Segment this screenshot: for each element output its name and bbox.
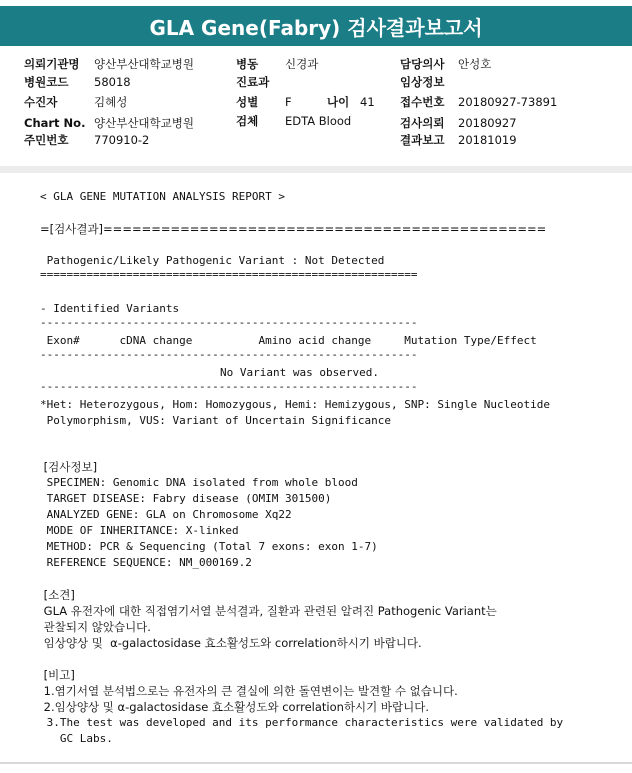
result-section-header: =[검사결과]============================================== xyxy=(40,222,547,236)
patient-value: 김혜성 xyxy=(94,95,128,109)
dash-rule-top: --------------------------------------------------------- xyxy=(40,316,418,329)
opinion-line-2: 관찰되지 않았습니다. xyxy=(40,620,151,634)
reported-label: 결과보고 xyxy=(400,133,445,147)
report-heading: < GLA GENE MUTATION ANALYSIS REPORT > xyxy=(40,190,286,203)
hospital-code-label: 병원코드 xyxy=(24,75,69,89)
age-value: 41 xyxy=(360,95,375,109)
patient-label: 수진자 xyxy=(24,95,58,109)
opinion-line-1: GLA 유전자에 대한 직접염기서열 분석결과, 질환과 관련된 알려진 Pathogenic Variant는 xyxy=(40,604,497,618)
remarks-header: [비고] xyxy=(40,668,75,682)
footer-divider xyxy=(0,762,632,764)
age-label: 나이 xyxy=(327,95,350,109)
test-info-method: METHOD: PCR & Sequencing (Total 7 exons: exon 1-7) xyxy=(40,540,378,553)
pathogenic-variant-result: Pathogenic/Likely Pathogenic Variant : Not Detected xyxy=(40,254,385,267)
institution-label: 의뢰기관명 xyxy=(24,57,80,71)
chart-label: Chart No. xyxy=(24,116,86,130)
sex-label: 성별 xyxy=(236,95,259,109)
dash-rule-bottom: --------------------------------------------------------- xyxy=(40,380,418,393)
rrn-label: 주민번호 xyxy=(24,133,69,147)
opinion-header: [소견] xyxy=(40,588,75,602)
header-divider xyxy=(0,166,632,173)
requested-value: 20180927 xyxy=(458,116,517,130)
reported-value: 20181019 xyxy=(458,133,517,147)
footnote-line-1: *Het: Heterozygous, Hom: Homozygous, Hemi: Hemizygous, SNP: Single Nucleotide xyxy=(40,398,550,411)
test-info-disease: TARGET DISEASE: Fabry disease (OMIM 301500) xyxy=(40,492,332,505)
specimen-label: 검체 xyxy=(236,114,259,128)
remarks-line-3: 3.The test was developed and its performance characteristics were validated by xyxy=(40,716,564,729)
sex-value: F xyxy=(285,95,292,109)
footnote-line-2: Polymorphism, VUS: Variant of Uncertain Significance xyxy=(40,414,391,427)
clinical-label: 임상정보 xyxy=(400,75,445,89)
no-variant-message: No Variant was observed. xyxy=(220,366,379,379)
remarks-line-2: 2.임상양상 및 α-galactosidase 효소활성도와 correlation하시기 바랍니다. xyxy=(40,700,430,714)
rrn-value: 770910-2 xyxy=(94,133,150,147)
dash-rule-mid: --------------------------------------------------------- xyxy=(40,348,418,361)
requested-label: 검사의뢰 xyxy=(400,116,445,130)
chart-value: 양산부산대학교병원 xyxy=(94,116,194,130)
double-rule: ========================================================= xyxy=(40,268,418,281)
hospital-code-value: 58018 xyxy=(94,75,131,89)
remarks-line-1: 1.염기서열 분석법으로는 유전자의 큰 결실에 의한 돌연변이는 발견할 수 없습니다. xyxy=(40,684,458,698)
ward-label: 병동 xyxy=(236,57,259,71)
remarks-line-4: GC Labs. xyxy=(40,732,113,745)
report-title: GLA Gene(Fabry) 검사결과보고서 xyxy=(0,6,632,46)
test-info-specimen: SPECIMEN: Genomic DNA isolated from whole blood xyxy=(40,476,358,489)
patient-info-panel xyxy=(0,52,632,162)
specimen-value: EDTA Blood xyxy=(285,114,352,128)
opinion-line-3: 임상양상 및 α-galactosidase 효소활성도와 correlation하시기 바랍니다. xyxy=(40,636,422,650)
test-info-reference: REFERENCE SEQUENCE: NM_000169.2 xyxy=(40,556,252,569)
accession-label: 접수번호 xyxy=(400,95,445,109)
identified-variants-title: - Identified Variants xyxy=(40,302,180,315)
test-info-gene: ANALYZED GENE: GLA on Chromosome Xq22 xyxy=(40,508,292,521)
variants-column-header: Exon# cDNA change Amino acid change Mutation Type/Effect xyxy=(40,334,537,347)
test-info-header: [검사정보] xyxy=(40,460,98,474)
accession-value: 20180927-73891 xyxy=(458,95,558,109)
doctor-value: 안성호 xyxy=(458,57,492,71)
doctor-label: 담당의사 xyxy=(400,57,445,71)
test-info-inheritance: MODE OF INHERITANCE: X-linked xyxy=(40,524,239,537)
institution-value: 양산부산대학교병원 xyxy=(94,57,194,71)
dept-label: 진료과 xyxy=(236,75,270,89)
ward-value: 신경과 xyxy=(285,57,319,71)
